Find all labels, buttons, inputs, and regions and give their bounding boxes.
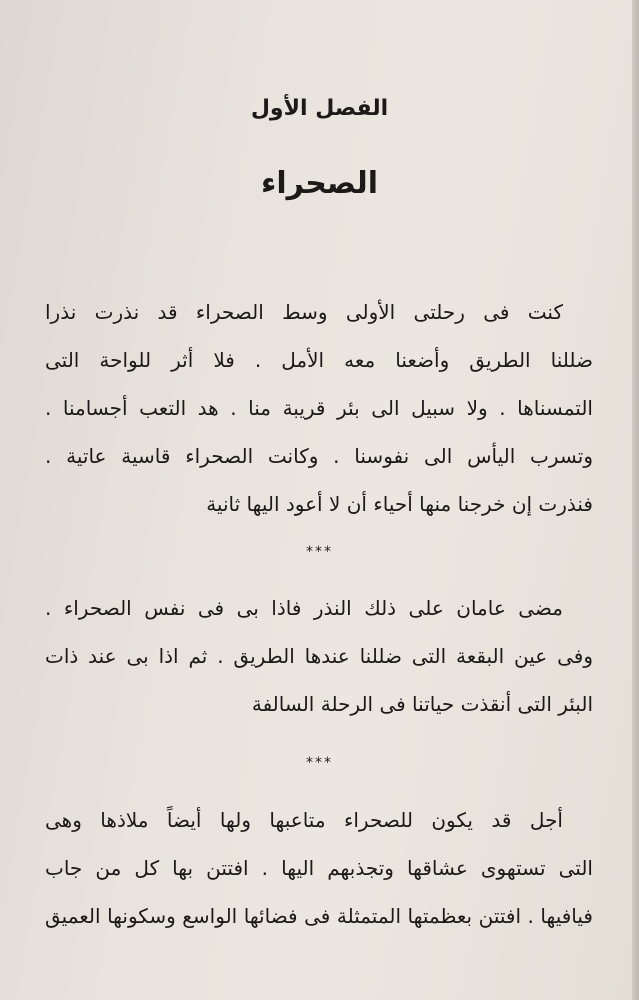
paragraph-1-line-4: وتسرب اليأس الى نفوسنا . وكانت الصحراء قاسية عاتية .	[45, 444, 593, 468]
paragraph-3-line-3: فيافيها . افتتن بعظمتها المتمثلة فى فضائها الواسع وسكونها العميق	[45, 904, 593, 928]
paragraph-3-line-1: أجل قد يكون للصحراء متاعبها ولها أيضاً ملاذها وهى	[45, 808, 563, 832]
paragraph-2-line-3: البئر التى أنقذت حياتنا فى الرحلة السالفة	[251, 692, 593, 716]
paragraph-3-line-2: التى تستهوى عشاقها وتجذبهم اليها . افتتن بها كل من جاب	[45, 856, 593, 880]
section-separator-1: ***	[306, 544, 333, 560]
paragraph-1-line-3: التمسناها . ولا سبيل الى بئر قريبة منا . هد التعب أجسامنا .	[45, 396, 593, 420]
section-separator-2: ***	[306, 755, 333, 771]
chapter-label: الفصل الأول	[250, 96, 389, 121]
paragraph-1-line-2: ضللنا الطريق وأضعنا معه الأمل . فلا أثر للواحة التى	[45, 348, 593, 372]
paragraph-2-line-2: وفى عين البقعة التى ضللنا عندها الطريق . ثم اذا بى عند ذات	[45, 644, 593, 668]
chapter-title: الصحراء	[260, 166, 378, 201]
paragraph-1-line-5: فنذرت إن خرجنا منها أحياء أن لا أعود اليها ثانية	[206, 492, 593, 516]
paragraph-1-line-1: كنت فى رحلتى الأولى وسط الصحراء قد نذرت نذرا	[45, 300, 563, 324]
paragraph-2-line-1: مضى عامان على ذلك النذر فاذا بى فى نفس الصحراء .	[45, 596, 563, 620]
